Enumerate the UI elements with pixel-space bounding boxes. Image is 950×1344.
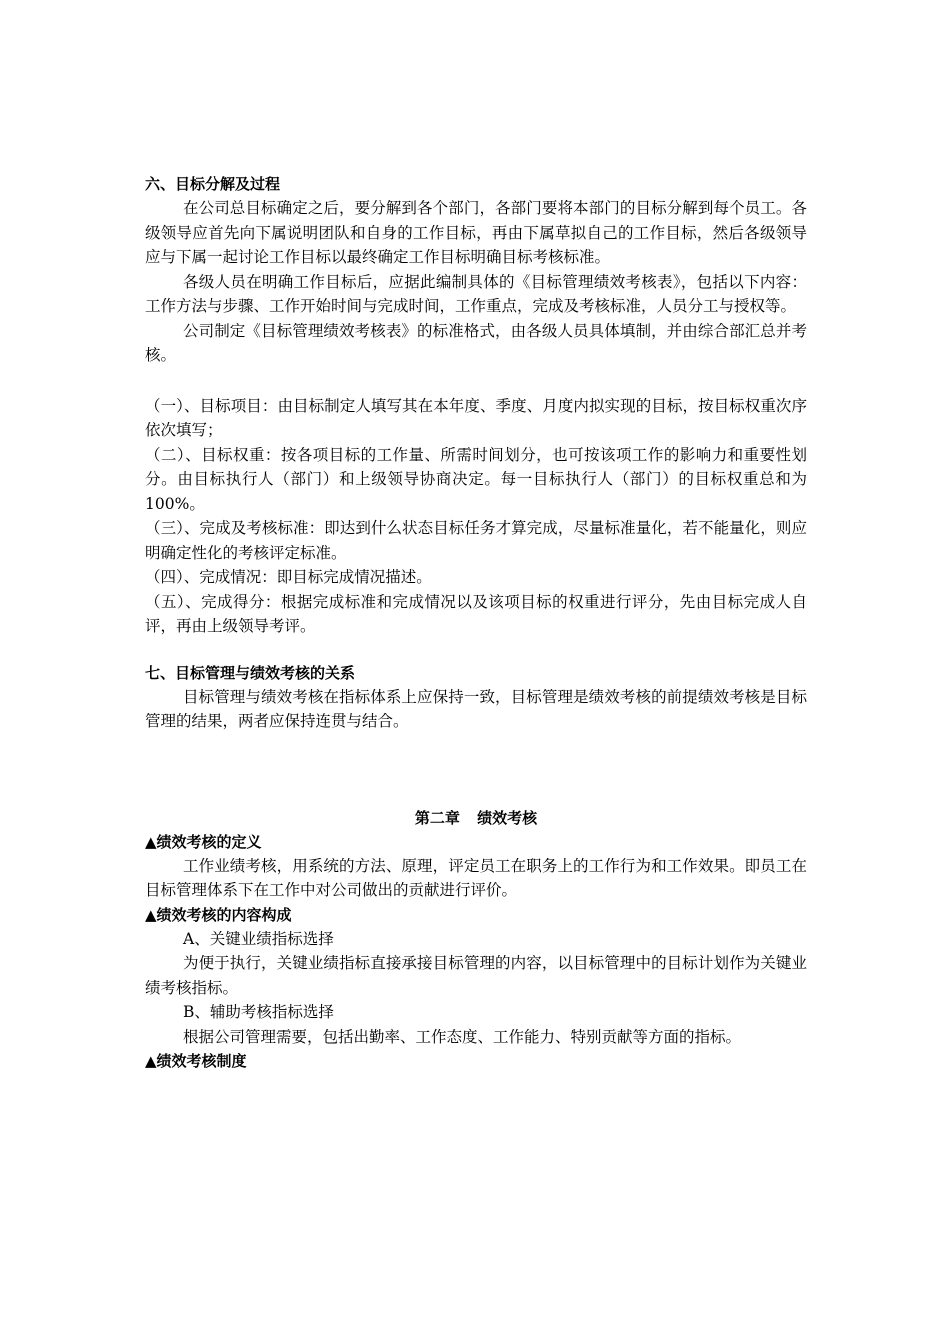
spacer	[145, 639, 807, 661]
section-7-paragraph: 目标管理与绩效考核在指标体系上应保持一致，目标管理是绩效考核的前提绩效考核是目标管理的结果，两者应保持连贯与结合。	[145, 687, 807, 730]
content-heading: ▲绩效考核的内容构成	[145, 905, 292, 924]
sub-heading-a: A、关键业绩指标选择	[183, 929, 334, 948]
section-6-heading: 六、目标分解及过程	[145, 175, 281, 193]
chapter-2-title	[145, 806, 807, 830]
definition-text: 工作业绩考核，用系统的方法、原理，评定员工在职务上的工作行为和工作效果。即员工在目标管理体系下在工作中对公司做出的贡献进行评价。	[145, 856, 807, 899]
definition-heading: ▲绩效考核的定义	[145, 832, 262, 851]
document-page	[145, 172, 807, 1073]
section-6-item-3: （三）、完成及考核标准：即达到什么状态目标任务才算完成，尽量标准量化，若不能量化，则应明确定性化的考核评定标准。	[145, 519, 807, 562]
chapter-2-label: 第二章	[414, 808, 460, 827]
section-6-paragraph-1: 在公司总目标确定之后，要分解到各个部门，各部门要将本部门的目标分解到每个员工。各级领导应首先向下属说明团队和自身的工作目标，再由下属草拟自己的工作目标，然后各级领导应与下属一起讨论工作目标以最终确定工作目标明确目标考核标准。	[145, 199, 807, 266]
spacer	[145, 734, 807, 806]
section-7-heading: 七、目标管理与绩效考核的关系	[145, 663, 356, 682]
section-6-item-4: （四）、完成情况：即目标完成情况描述。	[145, 568, 432, 586]
spacer	[145, 368, 807, 394]
chapter-2-name: 绩效考核	[477, 808, 538, 827]
sub-b-text: 根据公司管理需要，包括出勤率、工作态度、工作能力、特别贡献等方面的指标。	[183, 1027, 742, 1046]
section-6-item-5: （五）、完成得分：根据完成标准和完成情况以及该项目标的权重进行评分，先由目标完成人自评，再由上级领导考评。	[145, 592, 807, 635]
system-heading: ▲绩效考核制度	[145, 1052, 247, 1070]
section-6-item-1: （一）、目标项目：由目标制定人填写其在本年度、季度、月度内拟实现的目标，按目标权重次序依次填写；	[145, 396, 807, 439]
sub-heading-b: B、辅助考核指标选择	[183, 1003, 334, 1021]
sub-a-text: 为便于执行，关键业绩指标直接承接目标管理的内容，以目标管理中的目标计划作为关键业绩考核指标。	[145, 954, 807, 997]
section-6-paragraph-3: 公司制定《目标管理绩效考核表》的标准格式，由各级人员具体填制，并由综合部汇总并考核。	[145, 321, 807, 364]
section-6-item-2: （二）、目标权重：按各项目标的工作量、所需时间划分，也可按该项工作的影响力和重要性划分。由目标执行人（部门）和上级领导协商决定。每一目标执行人（部门）的目标权重总和为100%。	[145, 445, 807, 513]
section-6-paragraph-2: 各级人员在明确工作目标后，应据此编制具体的《目标管理绩效考核表》，包括以下内容：工作方法与步骤、工作开始时间与完成时间，工作重点，完成及考核标准，人员分工与授权等。	[145, 272, 807, 315]
